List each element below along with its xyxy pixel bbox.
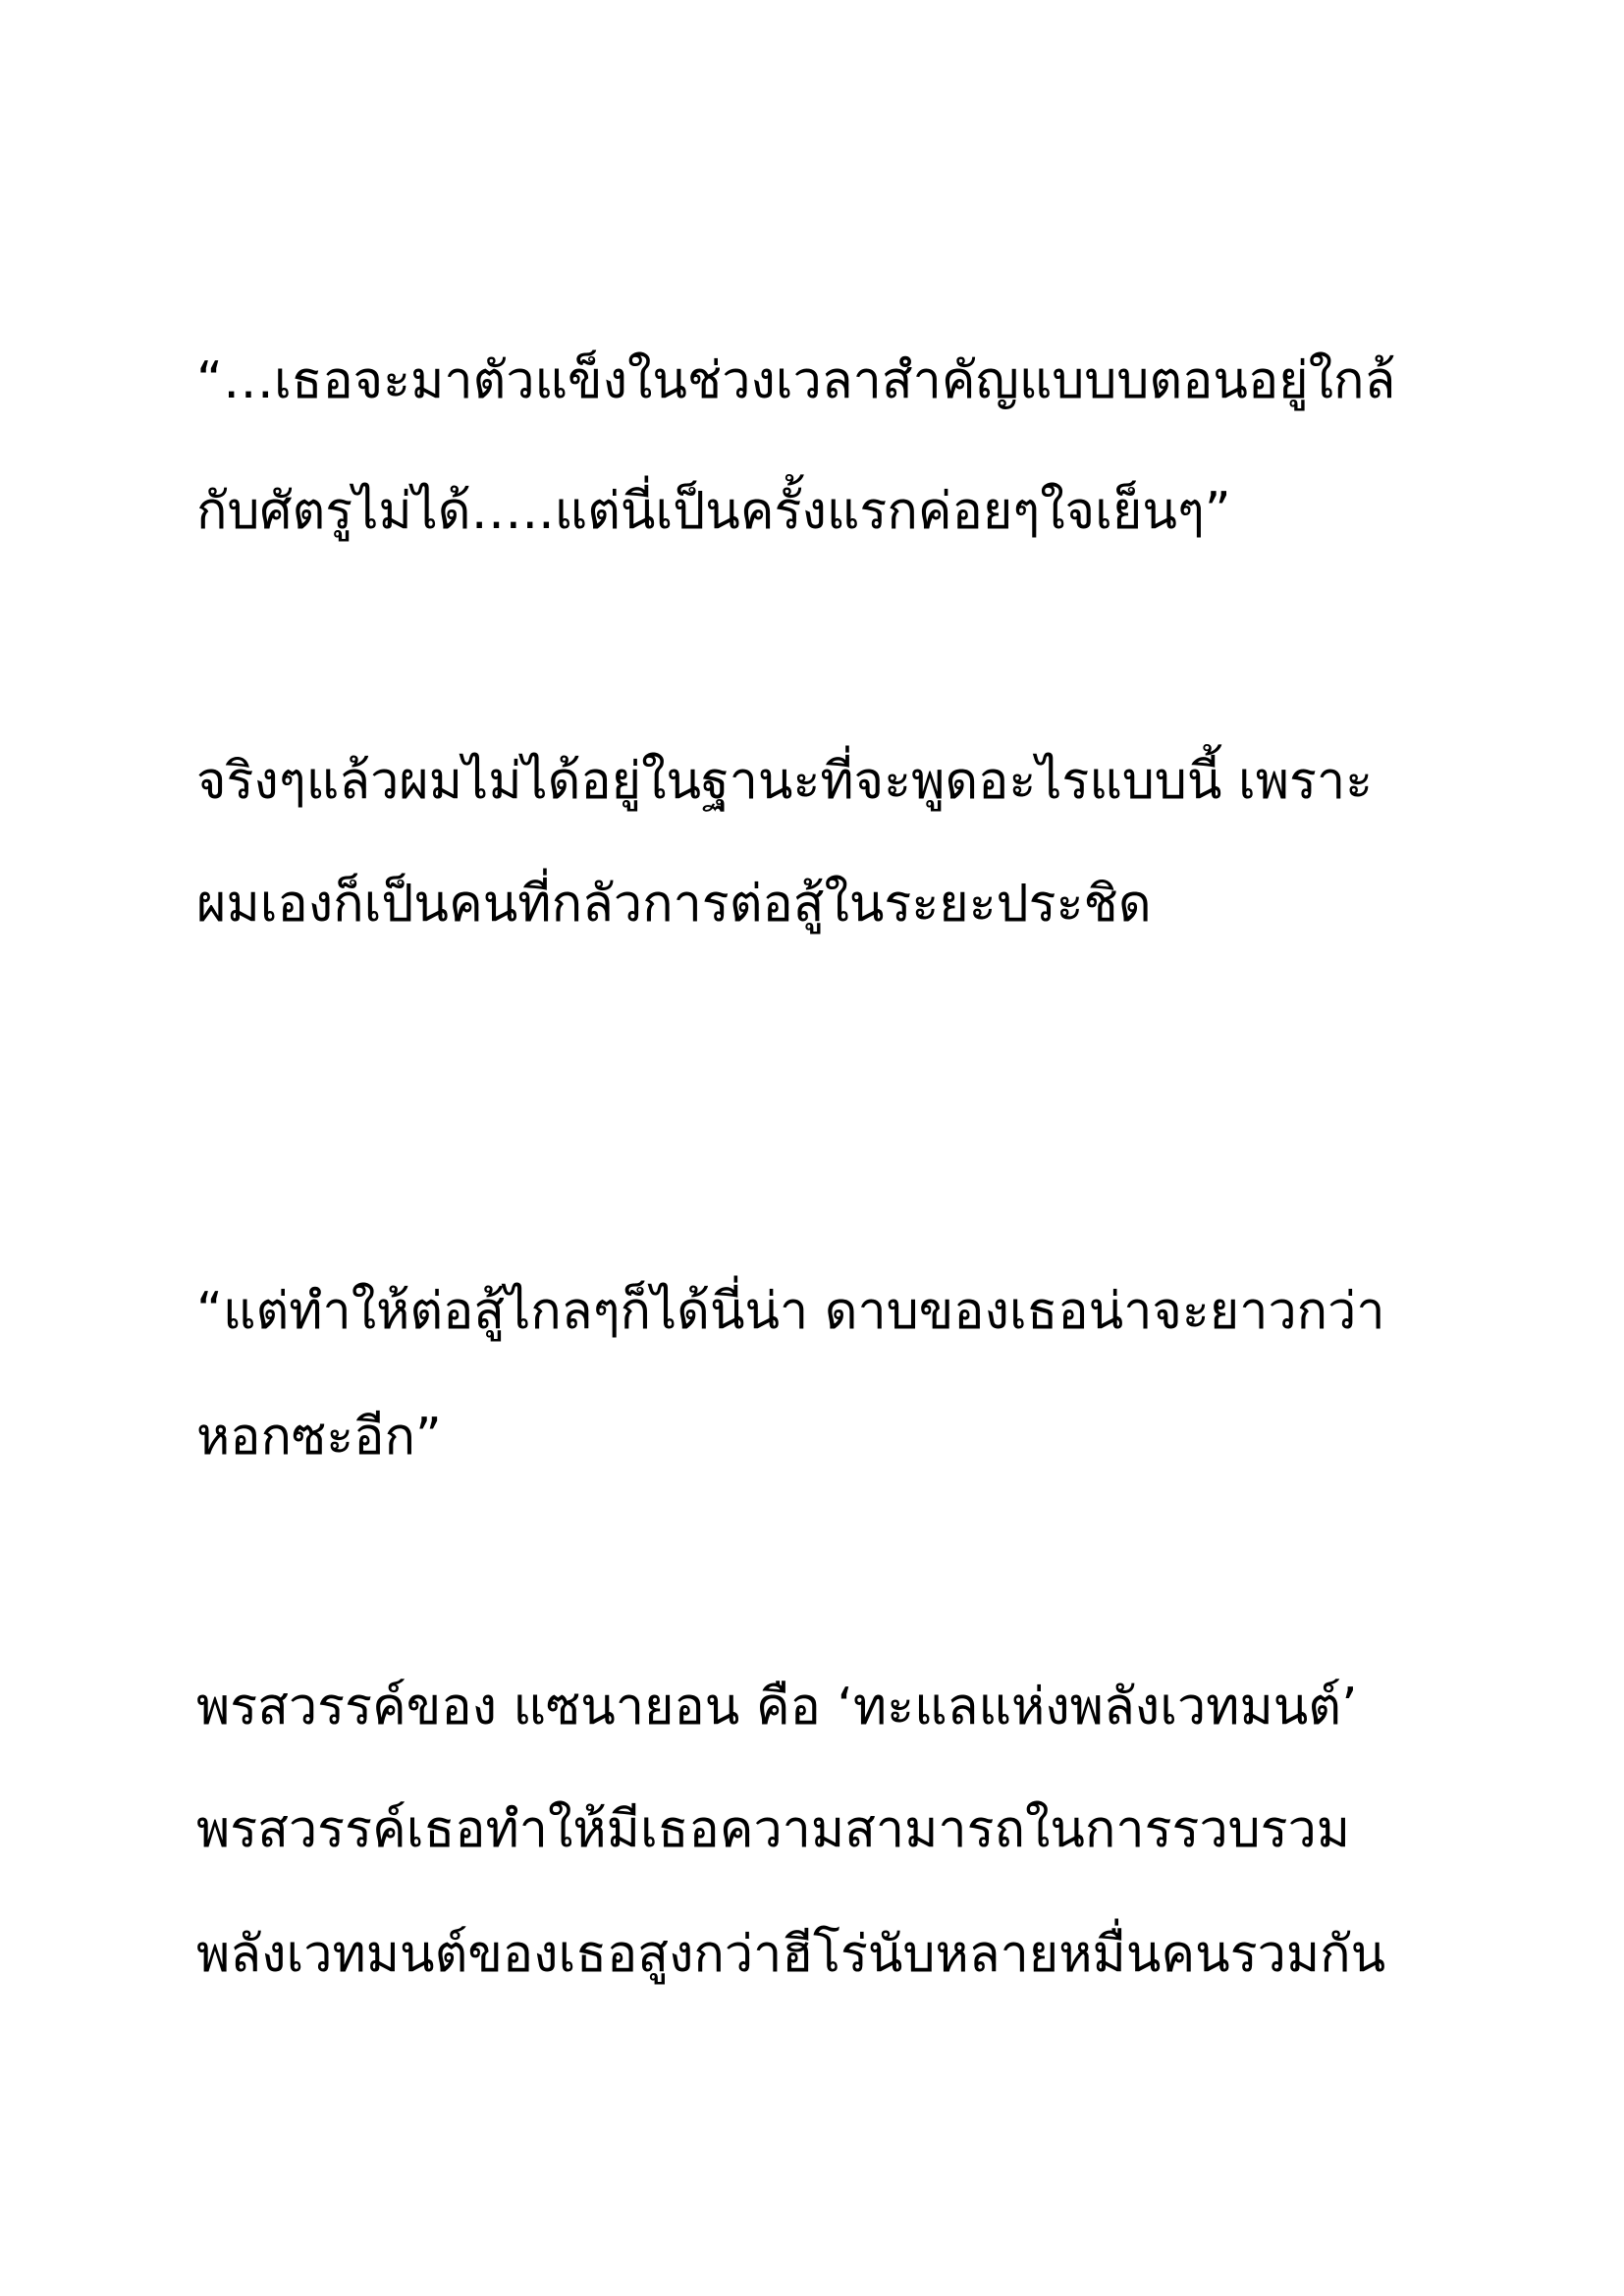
text-line: กับศัตรูไม่ได้…..แต่นี่เป็นครั้งแรกค่อยๆใจเย็นๆ” [196, 482, 1231, 541]
text-line: พรสวรรค์ของ แซนายอน คือ ‘ทะแลแห่งพลังเวทมนต์’ [196, 1678, 1358, 1736]
text-line: ผมเองก็เป็นคนที่กลัวการต่อสู้ในระยะประชิด [196, 875, 1152, 934]
text-line: “…เธอจะมาตัวแข็งในช่วงเวลาสำคัญแบบบตอนอยู่ใกล้ [196, 351, 1396, 410]
text-line: “แต่ทำให้ต่อสู้ไกลๆก็ได้นี่น่า ดาบของเธอน่าจะยาวกว่า [196, 1282, 1385, 1341]
text-line: หอกซะอีก” [196, 1408, 442, 1467]
text-line: พรสวรรค์เธอทำให้มีเธอความสามารถในการรวบรวม [196, 1800, 1351, 1859]
text-line: จริงๆแล้วผมไม่ได้อยู่ในฐานะที่จะพูดอะไรแบบนี้ เพราะ [196, 752, 1374, 811]
text-line: พลังเวทมนต์ของเธอสูงกว่าฮีโร่นับหลายหมื่นคนรวมกัน [196, 1925, 1386, 1984]
